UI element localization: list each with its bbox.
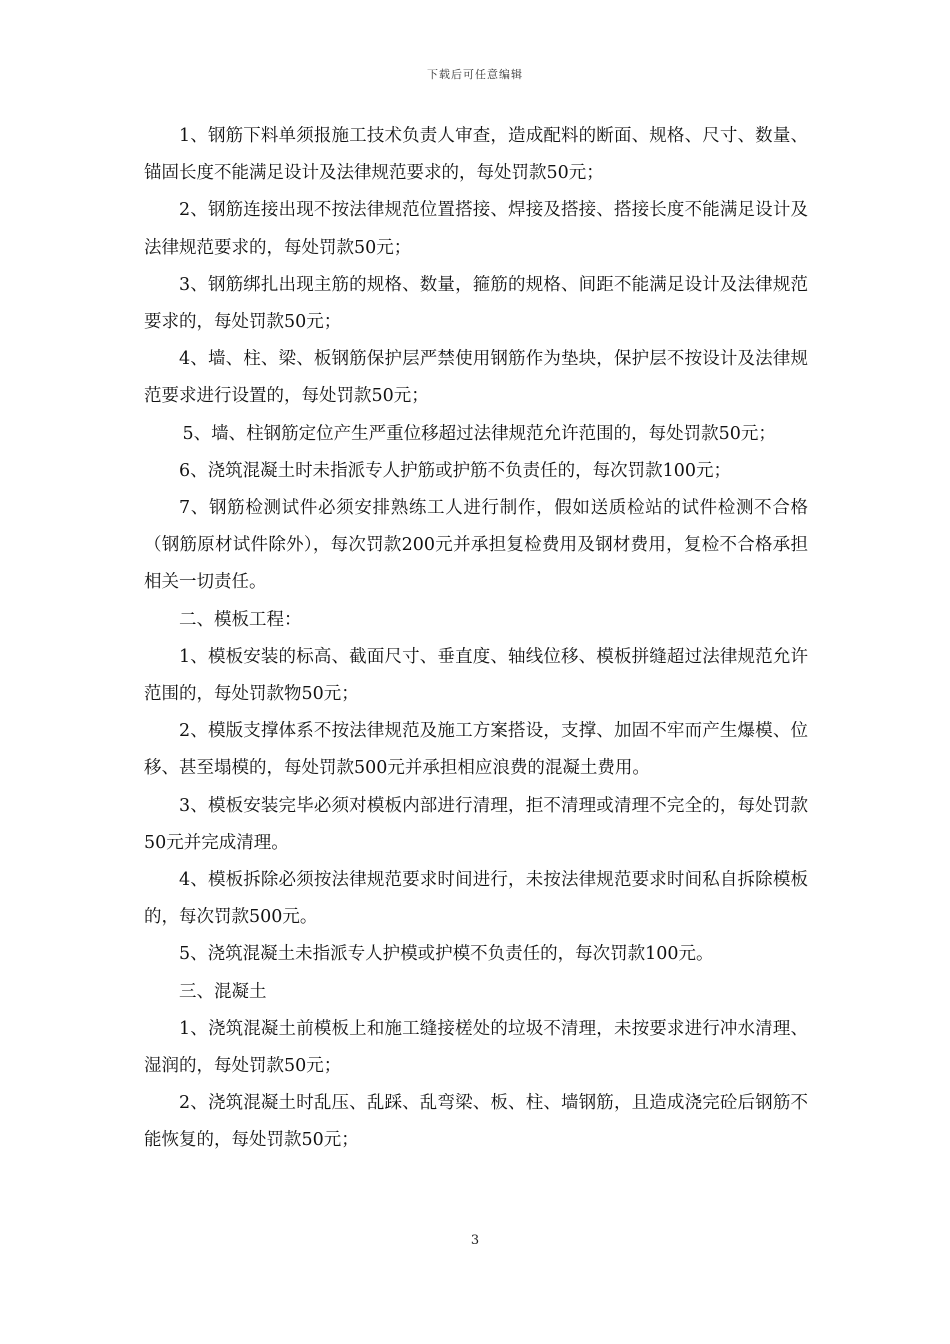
paragraph-formwork-2: 2、模版支撑体系不按法律规范及施工方案搭设，支撑、加固不牢而产生爆模、位移、甚至塌模的，每处罚款500元并承担相应浪费的混凝土费用。 <box>144 721 808 779</box>
paragraph-concrete-2: 2、浇筑混凝土时乱压、乱踩、乱弯梁、板、柱、墙钢筋，且造成浇完砼后钢筋不能恢复的，每处罚款50元； <box>144 1093 808 1151</box>
paragraph-rebar-7: 7、钢筋检测试件必须安排熟练工人进行制作，假如送质检站的试件检测不合格（钢筋原材试件除外），每次罚款200元并承担复检费用及钢材费用，复检不合格承担相关一切责任。 <box>144 498 808 593</box>
document-body <box>144 118 808 1160</box>
paragraph-rebar-5: 5、墙、柱钢筋定位产生严重位移超过法律规范允许范围的，每处罚款50元； <box>182 423 776 444</box>
paragraph-rebar-3: 3、钢筋绑扎出现主筋的规格、数量，箍筋的规格、间距不能满足设计及法律规范要求的，每处罚款50元； <box>144 274 808 333</box>
paragraph-formwork-5: 5、浇筑混凝土未指派专人护模或护模不负责任的，每次罚款100元。 <box>179 944 714 965</box>
paragraph-formwork-3: 3、模板安装完毕必须对模板内部进行清理，拒不清理或清理不完全的，每处罚款50元并完成清理。 <box>144 795 808 853</box>
paragraph-formwork-4: 4、模板拆除必须按法律规范要求时间进行，未按法律规范要求时间私自拆除模板的，每次罚款500元。 <box>144 870 808 928</box>
paragraph-rebar-6: 6、浇筑混凝土时未指派专人护筋或护筋不负责任的，每次罚款100元； <box>179 460 732 481</box>
paragraph-rebar-1: 1、钢筋下料单须报施工技术负责人审查，造成配料的断面、规格、尺寸、数量、锚固长度不能满足设计及法律规范要求的，每处罚款50元； <box>144 126 808 184</box>
page-number: 3 <box>470 1233 480 1248</box>
section-heading-concrete: 三、混凝土 <box>179 981 267 1002</box>
paragraph-rebar-4: 4、墙、柱、梁、板钢筋保护层严禁使用钢筋作为垫块，保护层不按设计及法律规范要求进行设置的，每处罚款50元； <box>144 349 808 407</box>
page-header: 下载后可任意编辑 <box>427 68 523 81</box>
paragraph-concrete-1: 1、浇筑混凝土前模板上和施工缝接槎处的垃圾不清理，未按要求进行冲水清理、湿润的，每处罚款50元； <box>144 1018 808 1077</box>
paragraph-formwork-1: 1、模板安装的标高、截面尺寸、垂直度、轴线位移、模板拼缝超过法律规范允许范围的，每处罚款物50元； <box>144 646 808 705</box>
paragraph-rebar-2: 2、钢筋连接出现不按法律规范位置搭接、焊接及搭接、搭接长度不能满足设计及法律规范要求的，每处罚款50元； <box>144 200 808 258</box>
section-heading-formwork: 二、模板工程： <box>179 609 302 630</box>
